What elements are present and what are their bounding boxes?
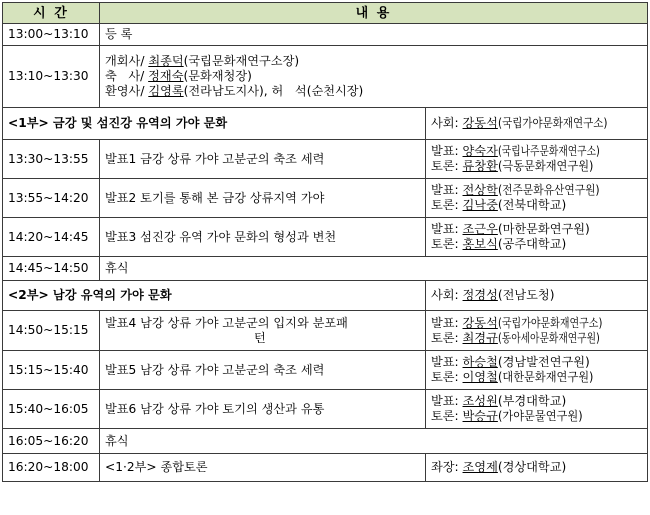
person-name: 류창환: [462, 159, 498, 173]
section-row: [3, 281, 648, 311]
role-cell: 발표: 양숙자(국립나주문화재연구소) 토론: 류창환(극동문화재연구원): [426, 140, 648, 179]
content-cell: 발표2 토기를 통해 본 금강 상류지역 가야: [100, 179, 426, 218]
section-title: <2부> 남강 유역의 가야 문화: [3, 281, 426, 311]
time-cell: 14:45~14:50: [3, 257, 100, 281]
person-name: 정재숙: [148, 69, 184, 83]
person-name: 강동석: [462, 315, 498, 330]
time-cell: 13:00~13:10: [3, 24, 100, 46]
content-cell: 발표6 남강 상류 가야 토기의 생산과 유통: [100, 390, 426, 429]
opening-line: 축 사/ 정재숙(문화재청장): [105, 69, 252, 83]
time-cell: 13:30~13:55: [3, 140, 100, 179]
table-row: [3, 351, 648, 390]
content-cell: 발표1 금강 상류 가야 고분군의 축조 세력: [100, 140, 426, 179]
content-cell: 발표3 섬진강 유역 가야 문화의 형성과 변천: [100, 218, 426, 257]
content-cell: 휴식: [100, 257, 648, 281]
person-name: 전상학: [462, 183, 498, 197]
person-name: 김영록: [148, 84, 184, 98]
section-title: <1부> 금강 및 섬진강 유역의 가야 문화: [3, 108, 426, 140]
time-cell: 13:55~14:20: [3, 179, 100, 218]
person-name: 이영철: [462, 370, 498, 384]
person-name: 김낙중: [462, 198, 498, 212]
time-cell: 14:20~14:45: [3, 218, 100, 257]
time-cell: 16:20~18:00: [3, 454, 100, 482]
role-cell: 발표: 조성원(부경대학교) 토론: 박승규(가야문물연구원): [426, 390, 648, 429]
header-time: 시 간: [3, 3, 100, 24]
person-name: 홍보식: [462, 237, 498, 251]
person-name: 양숙자: [462, 144, 498, 158]
time-cell: 16:05~16:20: [3, 429, 100, 454]
time-cell: 15:40~16:05: [3, 390, 100, 429]
role-cell: 발표: 조근우(마한문화연구원) 토론: 홍보식(공주대학교): [426, 218, 648, 257]
opening-line: 개회사/ 최종덕(국립문화재연구소장): [105, 54, 300, 68]
table-row: [3, 390, 648, 429]
person-name: 정경성: [462, 288, 498, 302]
time-cell: 13:10~13:30: [3, 46, 100, 108]
time-cell: 15:15~15:40: [3, 351, 100, 390]
table-row: [3, 218, 648, 257]
person-name: 최종덕: [148, 54, 184, 68]
table-row: [3, 46, 648, 108]
person-name: 박승규: [462, 409, 498, 423]
content-cell: 발표4 남강 상류 가야 고분군의 입지와 분포패 턴: [100, 311, 426, 351]
table-row: [3, 140, 648, 179]
person-name: 조근우: [462, 222, 498, 236]
person-name: 최경규: [462, 330, 498, 345]
content-cell: 등 록: [100, 24, 648, 46]
role-cell: 사회: 정경성(전남도청): [426, 281, 648, 311]
person-name: 하승철: [462, 355, 498, 369]
person-name: 조성원: [462, 394, 498, 408]
table-row: [3, 179, 648, 218]
table-row: [3, 454, 648, 482]
role-cell: 발표: 하승철(경남발전연구원) 토론: 이영철(대한문화재연구원): [426, 351, 648, 390]
header-content: 내 용: [100, 3, 648, 24]
table-row: [3, 429, 648, 454]
content-cell: [100, 46, 648, 108]
role-cell: 발표: 전상학(전주문화유산연구원) 토론: 김낙중(전북대학교): [426, 179, 648, 218]
time-cell: 14:50~15:15: [3, 311, 100, 351]
person-name: 조영제: [462, 460, 498, 474]
content-cell: 휴식: [100, 429, 648, 454]
role-cell: 발표: 강동석(국립가야문화재연구소) 토론: 최경규(동아세아문화재연구원): [426, 311, 648, 351]
header-row: [3, 3, 648, 24]
role-cell: 사회: 강동석(국립가야문화재연구소): [426, 108, 648, 140]
content-cell: <1·2부> 종합토론: [100, 454, 426, 482]
person-name: 강동석: [462, 116, 498, 130]
table-row: [3, 257, 648, 281]
table-row: [3, 311, 648, 351]
schedule-table: [2, 2, 648, 482]
table-row: [3, 24, 648, 46]
opening-line: 환영사/ 김영록(전라남도지사), 허 석(순천시장): [105, 84, 364, 98]
section-row: [3, 108, 648, 140]
content-cell: 발표5 남강 상류 가야 고분군의 축조 세력: [100, 351, 426, 390]
role-cell: 좌장: 조영제(경상대학교): [426, 454, 648, 482]
